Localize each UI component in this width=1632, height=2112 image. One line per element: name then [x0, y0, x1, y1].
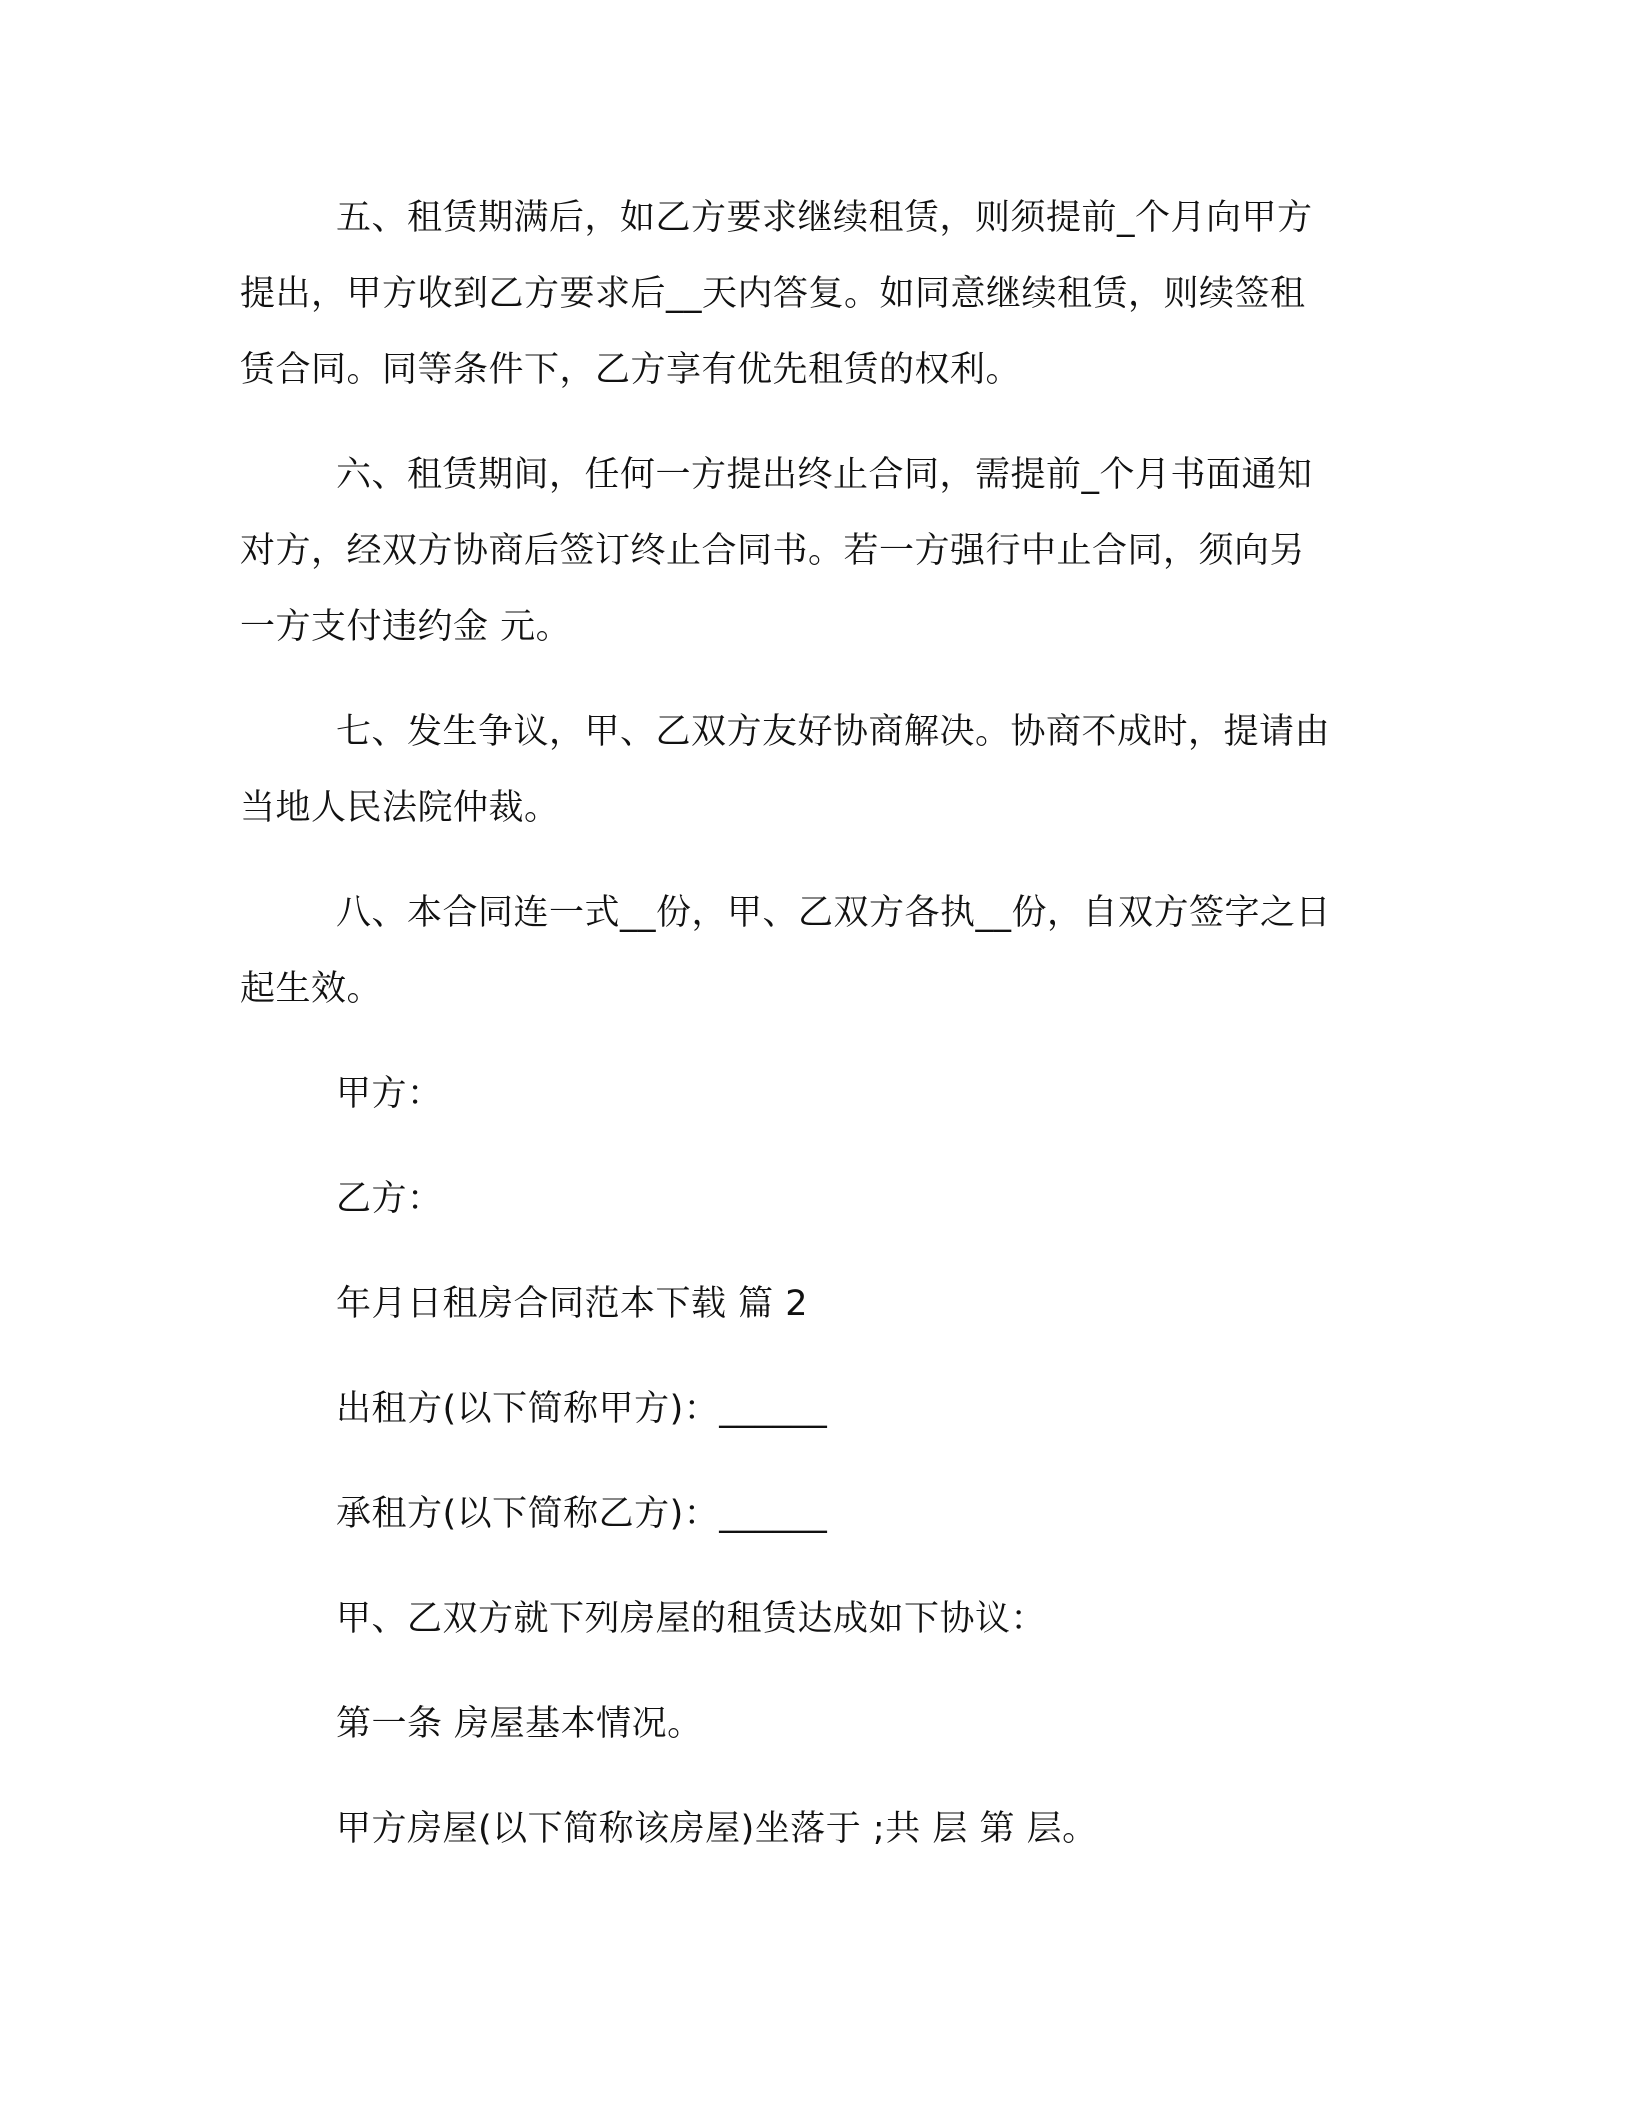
property-location-line: 甲方房屋(以下简称该房屋)坐落于 ;共 层 第 层。 [336, 1809, 1098, 1849]
clause-7-line-1: 七、发生争议，甲、乙双方友好协商解决。协商不成时，提请由 [336, 712, 1331, 752]
clause-5-line-1: 五、租赁期满后，如乙方要求继续租赁，则须提前_个月向甲方 [336, 198, 1313, 238]
clause-6-line-2: 对方，经双方协商后签订终止合同书。若一方强行中止合同，须向另 [240, 531, 1306, 571]
clause-6-line-3: 一方支付违约金 元。 [240, 607, 572, 647]
lessor-line: 出租方(以下简称甲方)：______ [336, 1389, 828, 1429]
clause-7-line-2: 当地人民法院仲裁。 [240, 788, 560, 828]
clause-5-line-2: 提出，甲方收到乙方要求后__天内答复。如同意继续租赁，则续签租 [240, 274, 1306, 314]
section-heading: 年月日租房合同范本下载 篇 2 [336, 1284, 809, 1324]
clause-8-line-1: 八、本合同连一式__份，甲、乙双方各执__份，自双方签字之日 [336, 893, 1332, 933]
article-1-heading: 第一条 房屋基本情况。 [336, 1704, 703, 1744]
clause-6-line-1: 六、租赁期间，任何一方提出终止合同，需提前_个月书面通知 [336, 455, 1313, 495]
clause-8-line-2: 起生效。 [240, 969, 383, 1009]
clause-5-line-3: 赁合同。同等条件下，乙方享有优先租赁的权利。 [240, 350, 1022, 390]
lessee-line: 承租方(以下简称乙方)：______ [336, 1494, 828, 1534]
party-a-signature: 甲方： [336, 1074, 443, 1114]
party-b-signature: 乙方： [336, 1179, 443, 1219]
agreement-intro: 甲、乙双方就下列房屋的租赁达成如下协议： [336, 1599, 1047, 1639]
